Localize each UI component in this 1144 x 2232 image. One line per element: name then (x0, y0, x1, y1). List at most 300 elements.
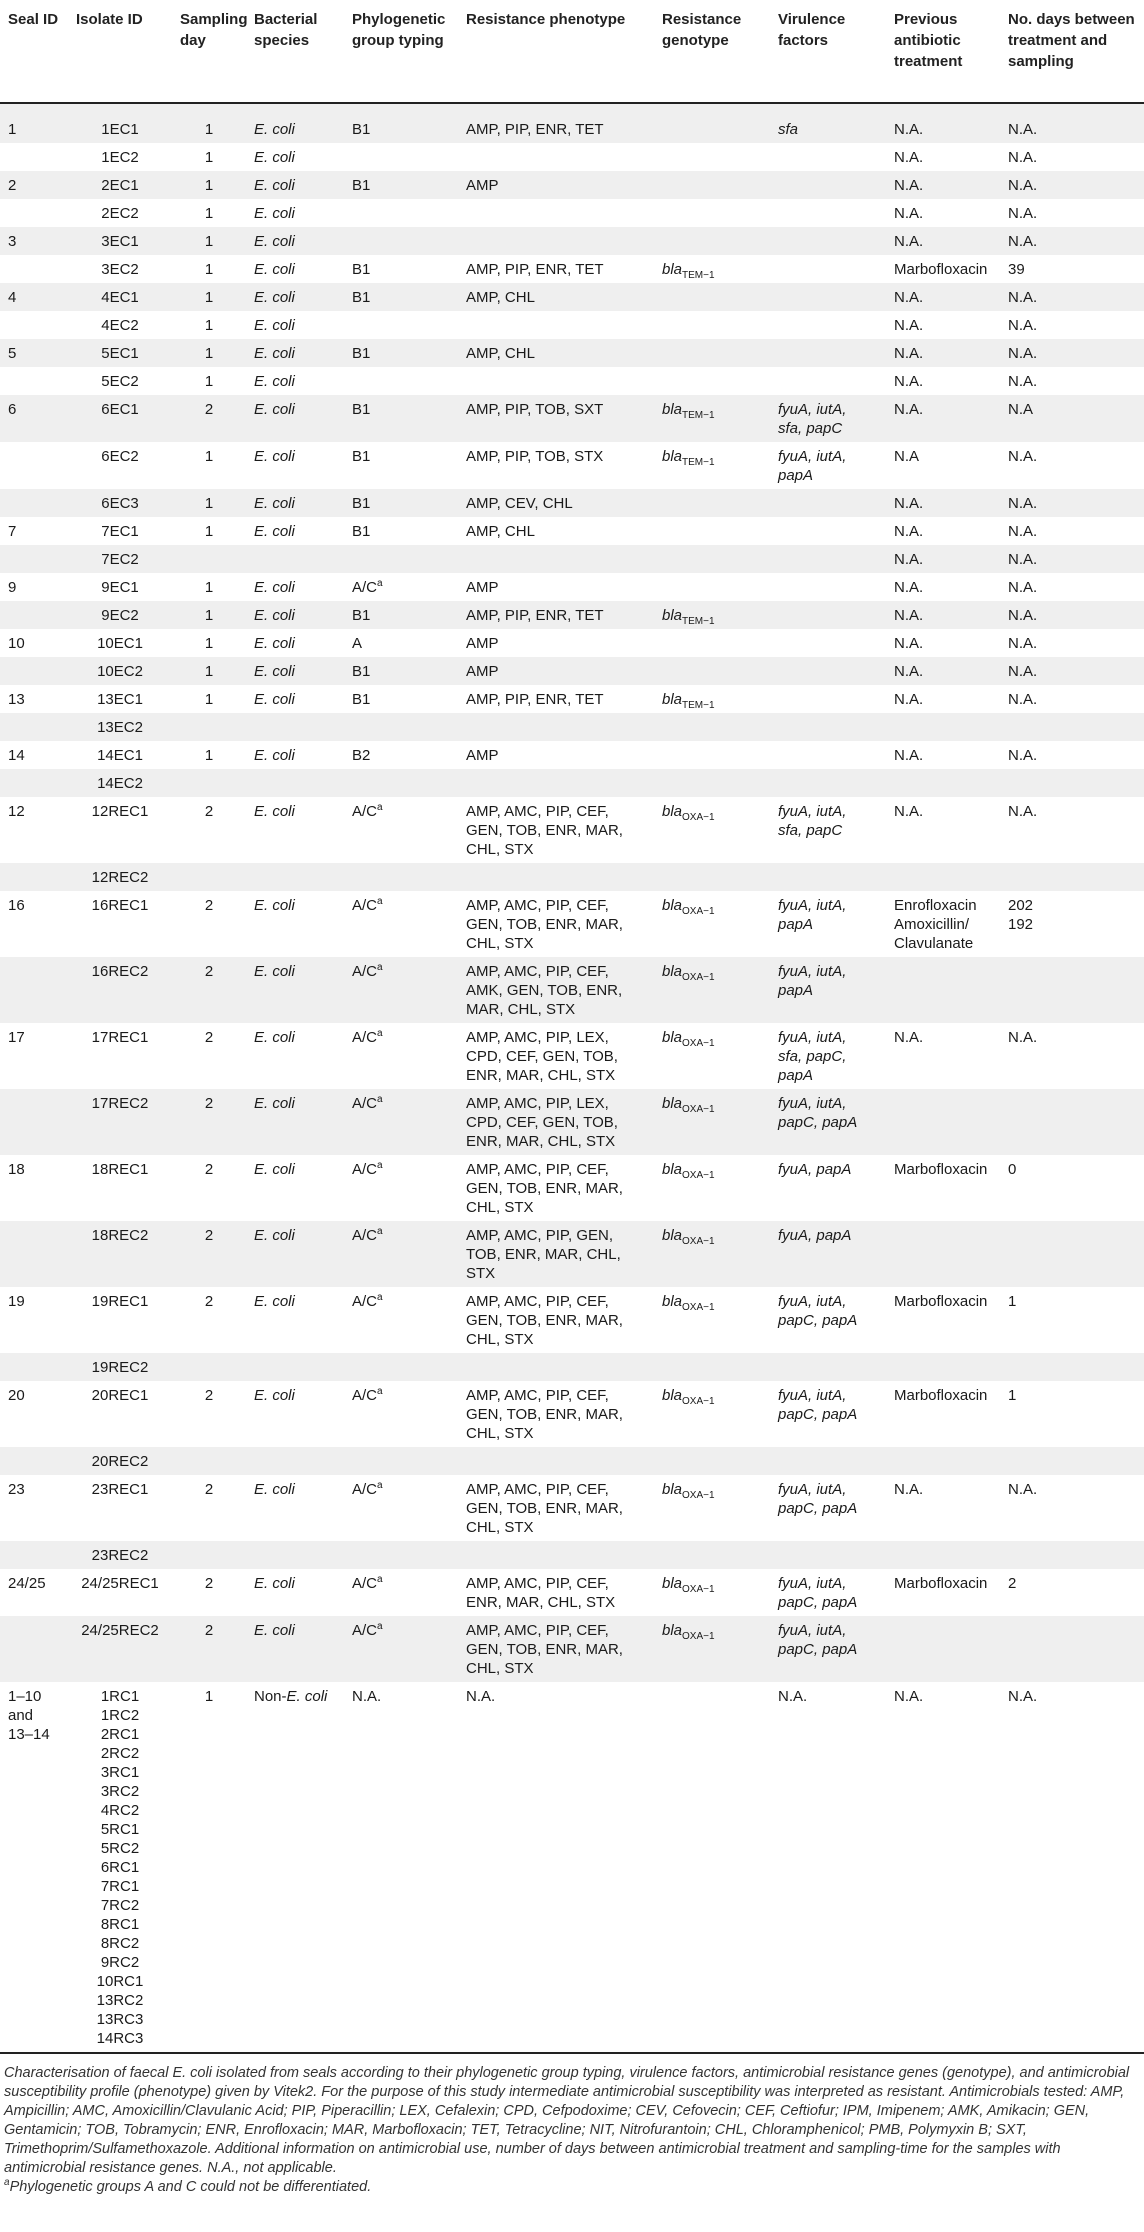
cell-phenotype: AMP, AMC, PIP, LEX, CPD, CEF, GEN, TOB, ENR, MAR, CHL, STX (458, 1023, 654, 1089)
cell-previous-treatment: Marbofloxacin (886, 1381, 1000, 1447)
table-row (0, 1447, 1144, 1475)
cell-phylogroup (344, 1287, 458, 1353)
cell-previous-treatment: N.A. (886, 741, 1000, 769)
species-text: E. coli (254, 1481, 295, 1498)
cell-phylogroup (344, 713, 458, 741)
cell-days-between: N.A. (1000, 629, 1144, 657)
cell-phylogroup (344, 863, 458, 891)
footnote-text: Phylogenetic groups A and C could not be differentiated. (9, 2179, 372, 2195)
cell-seal-id: 12 (0, 797, 68, 863)
cell-virulence (770, 769, 886, 797)
cell-previous-treatment (886, 1221, 1000, 1287)
table-row (0, 311, 1144, 339)
table-footnote (0, 2178, 1144, 2197)
cell-days-between: N.A. (1000, 601, 1144, 629)
cell-sampling-day: 1 (172, 629, 246, 657)
cell-species (246, 283, 344, 311)
header-previous-treatment: Previous antibiotic treatment (894, 11, 963, 70)
phylogroup-text: N.A. (352, 1688, 382, 1705)
cell-phenotype: AMP, AMC, PIP, CEF, GEN, TOB, ENR, MAR, CHL, STX (458, 1475, 654, 1541)
cell-seal-id: 2 (0, 171, 68, 199)
header-days-between: No. days between treatment and sampling (1008, 11, 1135, 70)
cell-isolate-id: 6EC3 (68, 489, 172, 517)
species-text: E. coli (254, 233, 295, 250)
header-resistance-genotype: Resistance genotype (662, 11, 742, 49)
cell-seal-id (0, 657, 68, 685)
cell-sampling-day: 1 (172, 741, 246, 769)
cell-sampling-day: 2 (172, 797, 246, 863)
phylogroup-text: B1 (352, 663, 371, 680)
species-text: E. coli (254, 607, 295, 624)
cell-previous-treatment: Marbofloxacin (886, 1155, 1000, 1221)
cell-seal-id (0, 1447, 68, 1475)
virulence-text: N.A. (778, 1688, 808, 1705)
cell-phylogroup (344, 339, 458, 367)
cell-species (246, 517, 344, 545)
table-row (0, 891, 1144, 957)
cell-previous-treatment (886, 1447, 1000, 1475)
cell-isolate-id: 19REC1 (68, 1287, 172, 1353)
cell-phenotype: AMP, AMC, PIP, CEF, GEN, TOB, ENR, MAR, CHL, STX (458, 1287, 654, 1353)
cell-genotype (654, 1475, 770, 1541)
cell-virulence (770, 1155, 886, 1221)
cell-species (246, 957, 344, 1023)
cell-sampling-day: 1 (172, 1682, 246, 2052)
cell-phenotype: AMP, PIP, ENR, TET (458, 685, 654, 713)
virulence-text: fyuA, iutA, papA (778, 963, 847, 999)
cell-isolate-id: 17REC2 (68, 1089, 172, 1155)
cell-virulence (770, 1447, 886, 1475)
cell-virulence (770, 1682, 886, 2052)
cell-genotype (654, 1682, 770, 2052)
cell-days-between: N.A. (1000, 283, 1144, 311)
cell-seal-id: 9 (0, 573, 68, 601)
phylogroup-footnote-mark: a (377, 1480, 383, 1491)
cell-genotype (654, 1541, 770, 1569)
phylogroup-text: A (352, 635, 363, 652)
cell-isolate-id: 12REC1 (68, 797, 172, 863)
cell-sampling-day: 1 (172, 685, 246, 713)
cell-phylogroup (344, 1447, 458, 1475)
table-row (0, 685, 1144, 713)
cell-phylogroup (344, 1023, 458, 1089)
header-bacterial-species: Bacterial species (254, 11, 318, 49)
table-row (0, 517, 1144, 545)
phylogroup-text: B2 (352, 747, 371, 764)
species-text: E. coli (254, 579, 295, 596)
cell-previous-treatment: N.A. (886, 199, 1000, 227)
cell-species (246, 143, 344, 171)
cell-seal-id: 1–10 and 13–14 (0, 1682, 68, 2052)
genotype-gene: bla (662, 803, 683, 820)
species-text: E. coli (254, 1622, 295, 1639)
cell-virulence (770, 863, 886, 891)
cell-days-between: N.A. (1000, 143, 1144, 171)
phylogroup-text: A/C (352, 803, 378, 820)
cell-seal-id: 20 (0, 1381, 68, 1447)
genotype-gene: bla (662, 448, 683, 465)
genotype-variant: OXA−1 (682, 1170, 715, 1181)
cell-isolate-id: 23REC2 (68, 1541, 172, 1569)
cell-isolate-id: 14EC2 (68, 769, 172, 797)
cell-sampling-day: 2 (172, 1381, 246, 1447)
cell-previous-treatment: N.A. (886, 171, 1000, 199)
cell-days-between (1000, 1089, 1144, 1155)
species-text: E. coli (254, 1029, 295, 1046)
cell-virulence (770, 1569, 886, 1616)
cell-species (246, 442, 344, 489)
cell-previous-treatment: N.A. (886, 1023, 1000, 1089)
cell-species (246, 1221, 344, 1287)
cell-species (246, 1616, 344, 1682)
cell-previous-treatment: N.A. (886, 517, 1000, 545)
phylogroup-text: A/C (352, 897, 378, 914)
cell-previous-treatment (886, 1616, 1000, 1682)
cell-phenotype (458, 545, 654, 573)
cell-species (246, 545, 344, 573)
cell-seal-id: 10 (0, 629, 68, 657)
cell-previous-treatment: N.A. (886, 601, 1000, 629)
virulence-text: fyuA, iutA, sfa, papC (778, 401, 847, 437)
cell-virulence (770, 891, 886, 957)
cell-isolate-id: 19REC2 (68, 1353, 172, 1381)
genotype-variant: OXA−1 (682, 1038, 715, 1049)
cell-previous-treatment: N.A. (886, 103, 1000, 143)
virulence-text: fyuA, iutA, papC, papA (778, 1575, 858, 1611)
species-text: E. coli (254, 177, 295, 194)
cell-phylogroup (344, 1569, 458, 1616)
cell-previous-treatment: N.A (886, 442, 1000, 489)
cell-phenotype: AMP, PIP, TOB, STX (458, 442, 654, 489)
virulence-text: fyuA, iutA, papC, papA (778, 1622, 858, 1658)
cell-isolate-id: 9EC2 (68, 601, 172, 629)
virulence-text: sfa (778, 121, 799, 138)
cell-virulence (770, 1221, 886, 1287)
phylogroup-text: A/C (352, 579, 378, 596)
phylogroup-text: B1 (352, 345, 371, 362)
species-text: E. coli (254, 261, 295, 278)
cell-genotype (654, 1221, 770, 1287)
cell-virulence (770, 255, 886, 283)
cell-species (246, 685, 344, 713)
table-row (0, 489, 1144, 517)
cell-virulence (770, 545, 886, 573)
phylogroup-text: B1 (352, 607, 371, 624)
table-row (0, 199, 1144, 227)
table-row (0, 863, 1144, 891)
cell-isolate-id: 14EC1 (68, 741, 172, 769)
genotype-variant: OXA−1 (682, 1631, 715, 1642)
cell-genotype (654, 601, 770, 629)
cell-phylogroup (344, 891, 458, 957)
cell-species (246, 891, 344, 957)
phylogroup-footnote-mark: a (377, 1160, 383, 1171)
cell-phylogroup (344, 1682, 458, 2052)
cell-genotype (654, 957, 770, 1023)
virulence-text: fyuA, iutA, sfa, papC, papA (778, 1029, 847, 1084)
cell-genotype (654, 863, 770, 891)
cell-seal-id (0, 367, 68, 395)
cell-isolate-id: 17REC1 (68, 1023, 172, 1089)
cell-days-between (1000, 1447, 1144, 1475)
cell-sampling-day: 2 (172, 1287, 246, 1353)
cell-virulence (770, 143, 886, 171)
cell-sampling-day: 2 (172, 891, 246, 957)
cell-phenotype: AMP, AMC, PIP, CEF, GEN, TOB, ENR, MAR, CHL, STX (458, 1616, 654, 1682)
cell-days-between: 1 (1000, 1381, 1144, 1447)
cell-phylogroup (344, 1353, 458, 1381)
cell-virulence (770, 797, 886, 863)
genotype-gene: bla (662, 1622, 683, 1639)
cell-genotype (654, 713, 770, 741)
species-text: E. coli (254, 289, 295, 306)
cell-isolate-id: 16REC2 (68, 957, 172, 1023)
genotype-variant: OXA−1 (682, 1490, 715, 1501)
cell-phylogroup (344, 1616, 458, 1682)
cell-species (246, 741, 344, 769)
cell-virulence (770, 1023, 886, 1089)
cell-phylogroup (344, 741, 458, 769)
cell-species (246, 1569, 344, 1616)
cell-isolate-id: 12REC2 (68, 863, 172, 891)
cell-seal-id (0, 769, 68, 797)
table-row (0, 1221, 1144, 1287)
cell-previous-treatment: N.A. (886, 685, 1000, 713)
cell-days-between (1000, 1353, 1144, 1381)
cell-genotype (654, 1155, 770, 1221)
cell-isolate-id: 24/25REC2 (68, 1616, 172, 1682)
phylogroup-text: A/C (352, 1227, 378, 1244)
genotype-variant: OXA−1 (682, 1396, 715, 1407)
cell-seal-id (0, 255, 68, 283)
cell-phylogroup (344, 769, 458, 797)
cell-phylogroup (344, 685, 458, 713)
species-text: E. coli (254, 635, 295, 652)
phylogroup-footnote-mark: a (377, 1028, 383, 1039)
cell-previous-treatment: Marbofloxacin (886, 255, 1000, 283)
cell-phylogroup (344, 797, 458, 863)
genotype-variant: OXA−1 (682, 1302, 715, 1313)
cell-species (246, 199, 344, 227)
cell-genotype (654, 283, 770, 311)
cell-sampling-day: 2 (172, 1569, 246, 1616)
table-body (0, 103, 1144, 2052)
cell-previous-treatment: N.A. (886, 1475, 1000, 1541)
genotype-variant: OXA−1 (682, 1104, 715, 1115)
cell-phenotype: AMP, AMC, PIP, GEN, TOB, ENR, MAR, CHL, STX (458, 1221, 654, 1287)
species-text: E. coli (254, 373, 295, 390)
cell-previous-treatment: N.A. (886, 283, 1000, 311)
virulence-text: fyuA, iutA, papA (778, 897, 847, 933)
cell-isolate-id: 18REC1 (68, 1155, 172, 1221)
cell-seal-id (0, 1221, 68, 1287)
cell-isolate-id: 20REC1 (68, 1381, 172, 1447)
cell-isolate-id: 10EC1 (68, 629, 172, 657)
cell-phylogroup (344, 367, 458, 395)
cell-virulence (770, 957, 886, 1023)
cell-phenotype: AMP, AMC, PIP, CEF, ENR, MAR, CHL, STX (458, 1569, 654, 1616)
cell-seal-id (0, 311, 68, 339)
cell-genotype (654, 227, 770, 255)
cell-genotype (654, 797, 770, 863)
cell-species (246, 1541, 344, 1569)
cell-species (246, 1353, 344, 1381)
phylogroup-footnote-mark: a (377, 578, 383, 589)
phylogroup-text: B1 (352, 177, 371, 194)
cell-seal-id (0, 863, 68, 891)
cell-isolate-id: 6EC1 (68, 395, 172, 442)
cell-genotype (654, 1287, 770, 1353)
phylogroup-text: A/C (352, 1622, 378, 1639)
species-text: E. coli (254, 803, 295, 820)
cell-genotype (654, 1023, 770, 1089)
cell-phylogroup (344, 227, 458, 255)
cell-sampling-day: 1 (172, 517, 246, 545)
phylogroup-text: B1 (352, 401, 371, 418)
cell-phenotype: AMP, AMC, PIP, CEF, GEN, TOB, ENR, MAR, CHL, STX (458, 797, 654, 863)
cell-previous-treatment (886, 769, 1000, 797)
cell-isolate-id: 2EC2 (68, 199, 172, 227)
cell-previous-treatment: N.A. (886, 629, 1000, 657)
phylogroup-text: B1 (352, 523, 371, 540)
cell-isolate-id: 4EC2 (68, 311, 172, 339)
table-row (0, 573, 1144, 601)
table-row (0, 1569, 1144, 1616)
cell-genotype (654, 629, 770, 657)
genotype-gene: bla (662, 691, 683, 708)
cell-phylogroup (344, 1155, 458, 1221)
cell-phenotype (458, 1447, 654, 1475)
table-row (0, 769, 1144, 797)
cell-phenotype (458, 143, 654, 171)
species-text: E. coli (254, 691, 295, 708)
species-prefix: Non- (254, 1688, 287, 1705)
cell-previous-treatment: N.A. (886, 339, 1000, 367)
cell-isolate-id: 1EC2 (68, 143, 172, 171)
cell-seal-id: 23 (0, 1475, 68, 1541)
cell-phenotype: AMP, CEV, CHL (458, 489, 654, 517)
genotype-variant: TEM−1 (682, 457, 715, 468)
species-text: E. coli (254, 448, 295, 465)
cell-sampling-day: 1 (172, 601, 246, 629)
cell-days-between (1000, 1541, 1144, 1569)
header-sampling-day: Sampling day (180, 11, 248, 49)
cell-phylogroup (344, 199, 458, 227)
cell-phylogroup (344, 255, 458, 283)
cell-seal-id (0, 489, 68, 517)
cell-seal-id: 24/25 (0, 1569, 68, 1616)
cell-phenotype: AMP, CHL (458, 283, 654, 311)
cell-isolate-id: 24/25REC1 (68, 1569, 172, 1616)
cell-genotype (654, 367, 770, 395)
cell-previous-treatment: N.A. (886, 395, 1000, 442)
cell-seal-id: 3 (0, 227, 68, 255)
cell-species (246, 367, 344, 395)
phylogroup-text: B1 (352, 495, 371, 512)
cell-previous-treatment: N.A. (886, 367, 1000, 395)
species-text: E. coli (254, 401, 295, 418)
cell-isolate-id: 13EC1 (68, 685, 172, 713)
cell-seal-id: 1 (0, 103, 68, 143)
cell-isolate-id: 16REC1 (68, 891, 172, 957)
cell-previous-treatment (886, 1089, 1000, 1155)
virulence-text: fyuA, iutA, papA (778, 448, 847, 484)
cell-genotype (654, 891, 770, 957)
species-text: E. coli (254, 1227, 295, 1244)
cell-previous-treatment (886, 957, 1000, 1023)
phylogroup-footnote-mark: a (377, 1386, 383, 1397)
species-text: E. coli (254, 345, 295, 362)
cell-virulence (770, 1616, 886, 1682)
cell-phenotype: AMP, PIP, ENR, TET (458, 601, 654, 629)
cell-sampling-day: 2 (172, 1475, 246, 1541)
cell-species (246, 713, 344, 741)
cell-virulence (770, 103, 886, 143)
cell-days-between: N.A. (1000, 103, 1144, 143)
cell-days-between (1000, 863, 1144, 891)
genotype-gene: bla (662, 1161, 683, 1178)
cell-phenotype: AMP, PIP, TOB, SXT (458, 395, 654, 442)
footnote-mark: a (4, 2177, 10, 2189)
cell-species (246, 1287, 344, 1353)
cell-sampling-day: 2 (172, 957, 246, 1023)
cell-genotype (654, 517, 770, 545)
phylogroup-footnote-mark: a (377, 1574, 383, 1585)
cell-previous-treatment (886, 1541, 1000, 1569)
genotype-variant: TEM−1 (682, 410, 715, 421)
table-row (0, 143, 1144, 171)
cell-phenotype: AMP, PIP, ENR, TET (458, 255, 654, 283)
cell-genotype (654, 489, 770, 517)
species-text: E. coli (254, 317, 295, 334)
cell-species (246, 103, 344, 143)
cell-days-between: N.A. (1000, 367, 1144, 395)
cell-seal-id (0, 1353, 68, 1381)
genotype-gene: bla (662, 261, 683, 278)
genotype-variant: OXA−1 (682, 812, 715, 823)
cell-phylogroup (344, 283, 458, 311)
cell-isolate-id: 1EC1 (68, 103, 172, 143)
cell-genotype (654, 573, 770, 601)
species-text: E. coli (286, 1688, 328, 1705)
cell-virulence (770, 1541, 886, 1569)
cell-genotype (654, 442, 770, 489)
cell-species (246, 311, 344, 339)
genotype-variant: OXA−1 (682, 1584, 715, 1595)
cell-days-between (1000, 1616, 1144, 1682)
cell-days-between: N.A. (1000, 1475, 1144, 1541)
table-row (0, 339, 1144, 367)
cell-genotype (654, 545, 770, 573)
cell-phylogroup (344, 545, 458, 573)
cell-previous-treatment: N.A. (886, 797, 1000, 863)
cell-genotype (654, 1616, 770, 1682)
cell-species (246, 1475, 344, 1541)
cell-phylogroup (344, 395, 458, 442)
cell-phenotype: AMP (458, 741, 654, 769)
table-row (0, 442, 1144, 489)
cell-sampling-day: 2 (172, 1089, 246, 1155)
cell-days-between: N.A. (1000, 199, 1144, 227)
phylogroup-text: B1 (352, 448, 371, 465)
cell-phenotype (458, 367, 654, 395)
cell-phenotype (458, 1353, 654, 1381)
cell-seal-id (0, 713, 68, 741)
virulence-text: fyuA, iutA, papC, papA (778, 1387, 858, 1423)
phylogroup-footnote-mark: a (377, 1094, 383, 1105)
cell-genotype (654, 1089, 770, 1155)
genotype-variant: OXA−1 (682, 1236, 715, 1247)
